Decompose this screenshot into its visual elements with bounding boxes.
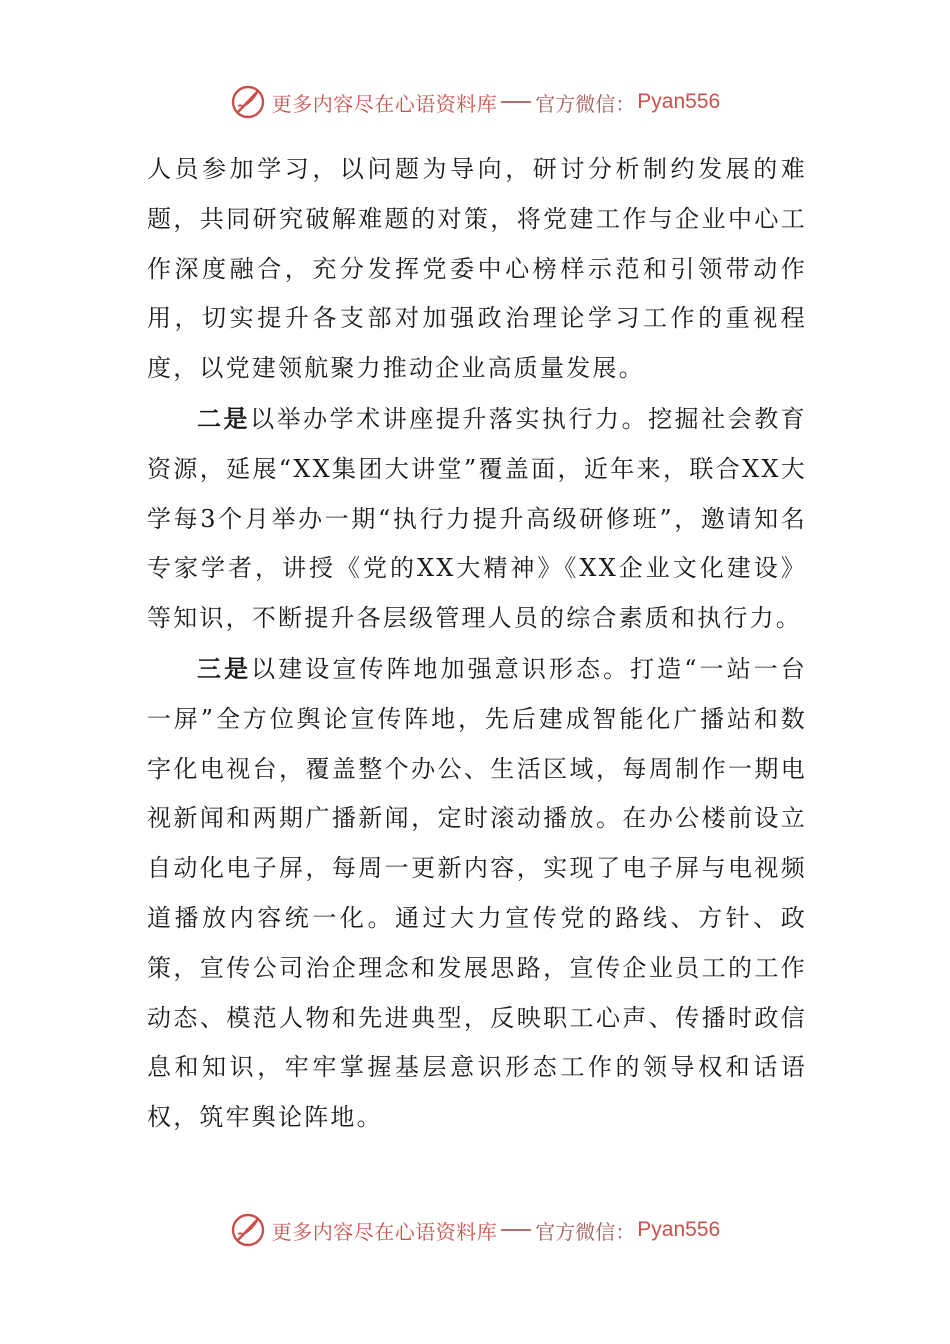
banner-subtitle: 官方微信： bbox=[535, 1219, 636, 1244]
paragraph-text: 以举办学术讲座提升落实执行力。挖掘社会教育资源，延展“XX集团大讲堂”覆盖面，近年来，联合XX大学每3个月举办一期“执行力提升高级研修班”，邀请知名专家学者，讲授《党的XX大精神》《XX企业文化建设》等知识，不断提升各层级管理人员的综合素质和执行力。 bbox=[147, 404, 807, 633]
banner-title: 更多内容尽在心语资料库 bbox=[271, 91, 498, 116]
banner-wechat-id: Pyan556 bbox=[637, 90, 721, 113]
paragraph-text: 以建设宣传阵地加强意识形态。打造“一站一台一屏”全方位舆论宣传阵地，先后建成智能化广播站和数字化电视台，覆盖整个办公、生活区域，每周制作一期电视新闻和两期广播新闻，定时滚动播放。在办公楼前设立自动化电子屏，每周一更新内容，实现了电子屏与电视频道播放内容统一化。通过大力宣传党的路线、方针、政策，宣传公司治企理念和发展思路，宣传企业员工的工作动态、模范人物和先进典型，反映职工心声、传播时政信息和知识，牢牢掌握基层意识形态工作的领导权和话语权，筑牢舆论阵地。 bbox=[147, 654, 807, 1132]
quill-logo-icon bbox=[230, 84, 266, 120]
banner-wechat-id: Pyan556 bbox=[637, 1218, 721, 1241]
paragraph-lead: 三是 bbox=[197, 653, 252, 683]
paragraph-lead: 二是 bbox=[197, 403, 251, 433]
paragraph-1 bbox=[147, 145, 807, 394]
banner-title: 更多内容尽在心语资料库 bbox=[271, 1219, 498, 1244]
banner-dash bbox=[501, 101, 531, 103]
footer-banner bbox=[0, 1208, 950, 1252]
paragraph-text: 人员参加学习，以问题为导向，研讨分析制约发展的难题，共同研究破解难题的对策，将党建工作与企业中心工作深度融合，充分发挥党委中心榜样示范和引领带动作用，切实提升各支部对加强政治理论学习工作的重视程度，以党建领航聚力推动企业高质量发展。 bbox=[147, 155, 807, 383]
paragraph-2 bbox=[147, 394, 807, 644]
quill-logo-icon bbox=[230, 1212, 266, 1248]
banner-subtitle: 官方微信： bbox=[535, 91, 636, 116]
banner-dash bbox=[501, 1229, 531, 1231]
paragraph-3 bbox=[147, 644, 807, 1143]
header-banner bbox=[0, 80, 950, 124]
document-body bbox=[147, 145, 807, 1143]
